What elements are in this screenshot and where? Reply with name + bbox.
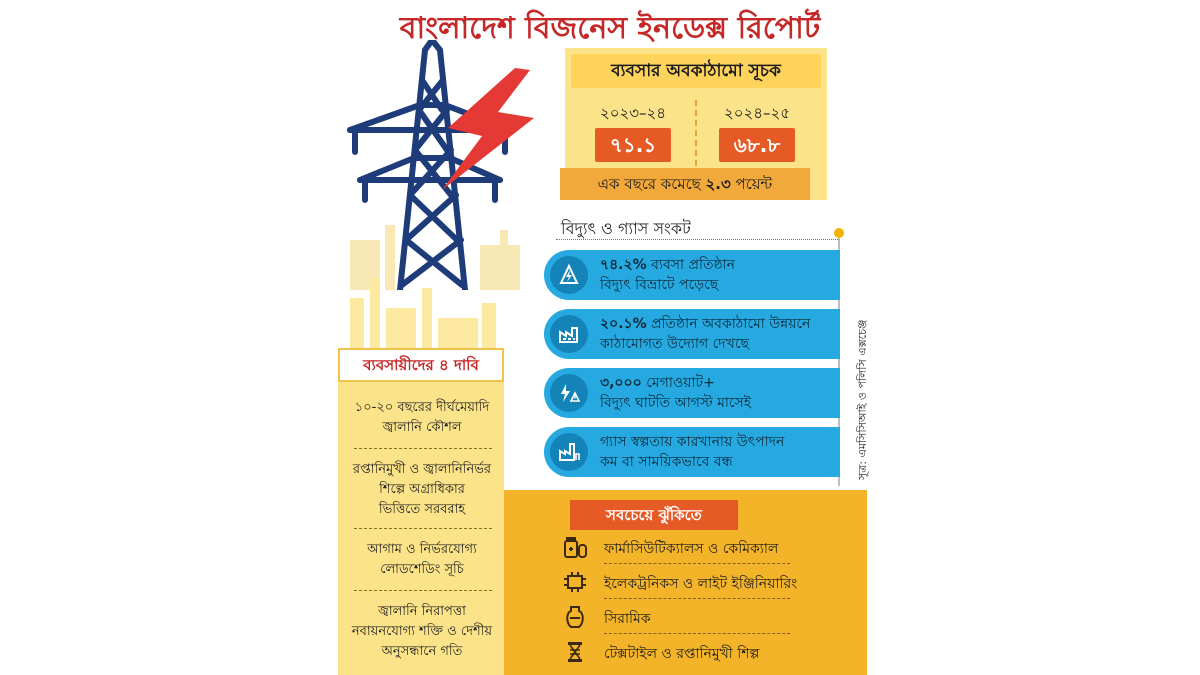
- demand-line: ভিত্তিতে সরবরাহ: [378, 502, 466, 517]
- demand-separator: [354, 448, 492, 449]
- crisis-text-line2: কম বা সাময়িকভাবে বন্ধ: [600, 454, 733, 470]
- change-prefix: এক বছরে কমেছে: [597, 175, 701, 193]
- score-2024-25: ৬৮.৮: [719, 128, 795, 162]
- electronics-icon: [562, 570, 588, 594]
- crisis-item-gas: [544, 427, 840, 477]
- risk-item-textile: [562, 638, 814, 666]
- demand-line: জ্বালানি নিরাপত্তা: [378, 604, 466, 619]
- risk-separator: [604, 563, 790, 564]
- crisis-text-line2: বিদ্যুৎ ঘাটতি আগস্ট মাসেই: [600, 395, 752, 411]
- crisis-heading: বিদ্যুৎ ও গ্যাস সংকট: [561, 219, 691, 238]
- crisis-item-shortfall: [544, 368, 840, 418]
- power-tower-illustration: [330, 40, 560, 290]
- year-label-2023-24: ২০২৩–২৪: [600, 104, 666, 122]
- demand-line: নবায়নযোগ্য শক্তি ও দেশীয়: [351, 624, 493, 639]
- crisis-item-outage: [544, 250, 840, 300]
- risk-item-electronics: [562, 568, 814, 596]
- crisis-heading-rule: [556, 239, 840, 240]
- demand-line: জ্বালানি কৌশল: [382, 420, 462, 435]
- risk-label: টেক্সটাইল ও রপ্তানিমুখী শিল্প: [604, 646, 760, 662]
- demand-item-2: [346, 460, 498, 520]
- demand-item-1: [346, 398, 498, 438]
- risk-separator: [604, 598, 790, 599]
- ceramic-icon: [562, 605, 588, 629]
- demand-separator: [354, 528, 492, 529]
- crisis-text-line1: ব্যবসা প্রতিষ্ঠান: [651, 257, 735, 273]
- source-note: সূত্র: এমসিসিআই ও পলিসি এক্সচেঞ্জ: [856, 319, 869, 480]
- factory-gas-icon: [550, 433, 588, 471]
- crisis-text-line1: গ্যাস স্বল্পতায় কারখানায় উৎপাদন: [600, 434, 785, 450]
- risk-separator: [604, 633, 790, 634]
- demand-line: শিল্পে অগ্রাধিকার: [379, 482, 465, 497]
- change-note: [560, 168, 810, 200]
- page-title: বাংলাদেশ বিজনেস ইনডেক্স রিপোর্ট: [399, 11, 821, 46]
- timeline-dot: [834, 228, 844, 238]
- demand-item-4: [346, 602, 498, 662]
- factory-icon: [550, 315, 588, 353]
- crisis-stat: ২০.১%: [600, 316, 647, 332]
- risk-label: ফার্মাসিউটিক্যালস ও কেমিক্যাল: [604, 541, 779, 557]
- demands-title: ব্যবসায়ীদের ৪ দাবি: [338, 348, 504, 382]
- risk-title: সবচেয়ে ঝুঁকিতে: [570, 500, 738, 530]
- crisis-text-line1: প্রতিষ্ঠান অবকাঠামো উন্নয়নে: [651, 316, 811, 332]
- risk-item-ceramic: [562, 603, 814, 631]
- demand-line: লোডশেডিং সূচি: [380, 562, 464, 577]
- demand-line: ১০-২০ বছরের দীর্ঘমেয়াদি: [354, 400, 490, 415]
- risk-label: ইলেকট্রনিকস ও লাইট ইঞ্জিনিয়ারিং: [604, 576, 798, 592]
- crisis-stat: ৭৪.২%: [600, 257, 647, 273]
- change-suffix: পয়েন্ট: [735, 175, 773, 193]
- demand-line: অনুসন্ধানে গতি: [381, 644, 463, 659]
- demand-line: আগাম ও নির্ভরযোগ্য: [367, 542, 477, 557]
- crisis-text-line1: মেগাওয়াট+: [646, 375, 715, 391]
- score-2023-24: ৭১.১: [595, 128, 671, 162]
- crisis-text-line2: বিদ্যুৎ বিভ্রাটে পড়েছে: [600, 277, 719, 293]
- change-value: ২.৩: [705, 175, 731, 193]
- crisis-stat: ৩,০০০: [600, 375, 642, 391]
- year-label-2024-25: ২০২৪–২৫: [724, 104, 790, 122]
- demand-item-3: [346, 540, 498, 580]
- lightning-icon: [550, 256, 588, 294]
- crisis-text-line2: কাঠামোগত উদ্যোগ দেখছে: [600, 336, 749, 352]
- crisis-item-infrastructure: [544, 309, 840, 359]
- risk-item-pharma: [562, 533, 814, 561]
- index-title: ব্যবসার অবকাঠামো সূচক: [571, 54, 821, 88]
- demand-line: রপ্তানিমুখী ও জ্বালানিনির্ভর: [352, 462, 492, 477]
- demand-separator: [354, 590, 492, 591]
- card-divider: [695, 100, 697, 166]
- textile-icon: [562, 640, 588, 664]
- risk-label: সিরামিক: [604, 611, 651, 627]
- pharma-icon: [562, 535, 588, 559]
- power-warning-icon: [550, 374, 588, 412]
